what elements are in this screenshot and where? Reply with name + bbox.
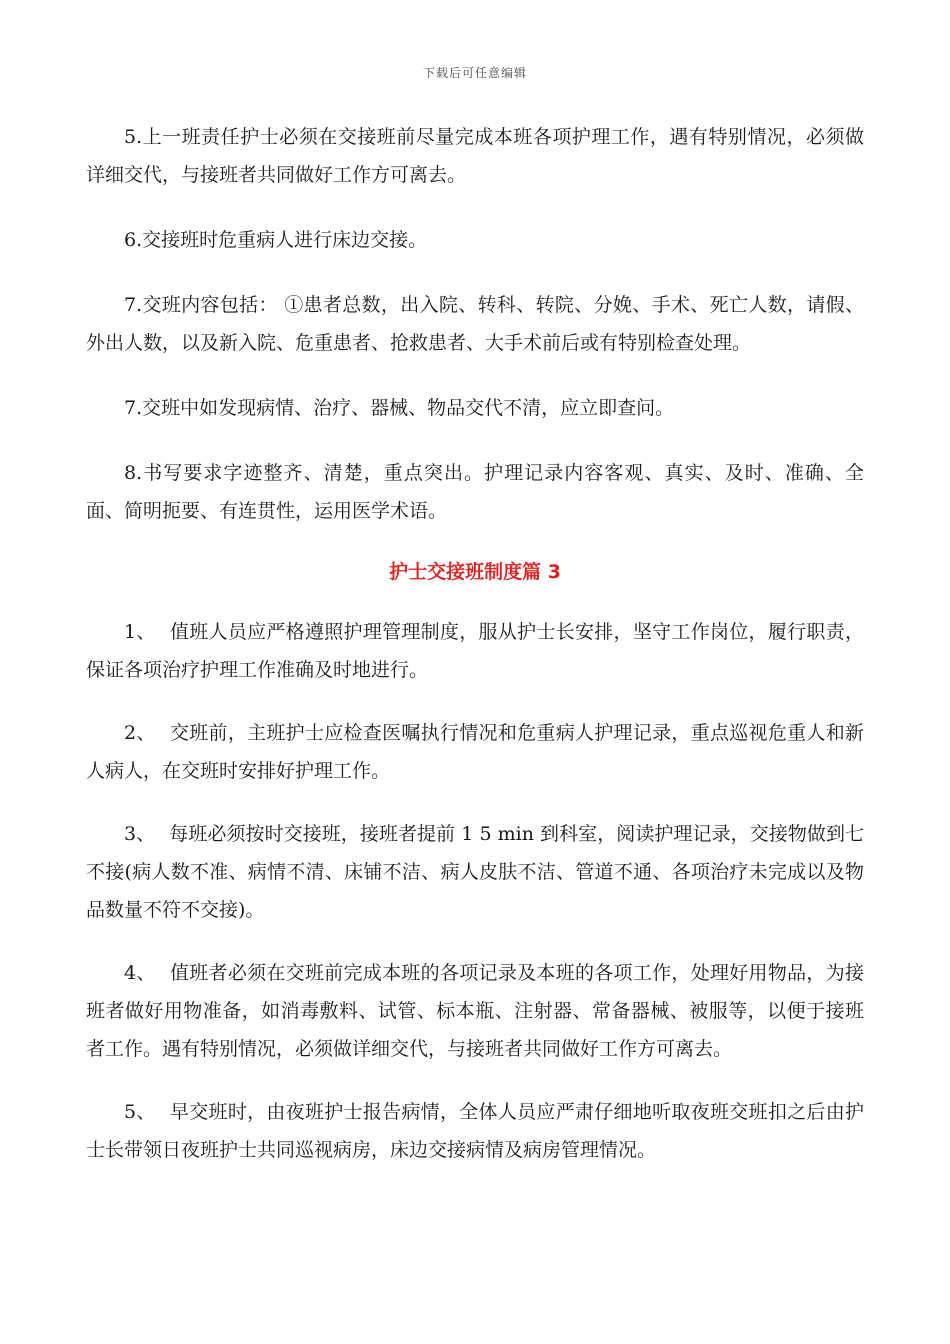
- page-header: 下载后可任意编辑: [422, 66, 527, 80]
- paragraph: [86, 221, 864, 259]
- item-text: 值班者必须在交班前完成本班的各项记录及本班的各项工作，处理好用物品，为接班者做好用物准备，如消毒敷料、试管、标本瓶、注射器、常备器械、被服等，以便于接班者工作。遇有特别情况，必须做详细交代，与接班者共同做好工作方可离去。: [86, 962, 864, 1060]
- document-body: [86, 118, 864, 1194]
- paragraph: [86, 118, 864, 194]
- list-item: [86, 613, 864, 689]
- paragraph-text: 书写要求字迹整齐、清楚，重点突出。护理记录内容客观、真实、及时、准确、全面、简明扼要、有连贯性，运用医学术语。: [86, 462, 864, 522]
- paragraph-text: 上一班责任护士必须在交接班前尽量完成本班各项护理工作，遇有特别情况，必须做详细交代，与接班者共同做好工作方可离去。: [86, 126, 864, 186]
- item-text: 早交班时，由夜班护士报告病情，全体人员应严肃仔细地听取夜班交班扣之后由护士长带领日夜班护士共同巡视病房，床边交接病情及病房管理情况。: [86, 1101, 864, 1161]
- paragraph-number: 6.: [124, 229, 143, 251]
- item-number: 1、: [124, 621, 156, 643]
- item-text: 交班前，主班护士应检查医嘱执行情况和危重病人护理记录，重点巡视危重人和新人病人，在交班时安排好护理工作。: [86, 722, 864, 782]
- paragraph-text: 交班中如发现病情、治疗、器械、物品交代不清，应立即查问。: [142, 397, 675, 419]
- item-number: 5、: [124, 1101, 156, 1123]
- paragraph-text: 交班内容包括： ①患者总数，出入院、转科、转院、分娩、手术、死亡人数，请假、外出人数，以及新入院、危重患者、抢救患者、大手术前后或有特别检查处理。: [86, 294, 864, 354]
- item-number: 2、: [124, 722, 156, 744]
- paragraph-number: 7.: [124, 397, 143, 419]
- paragraph-number: 5.: [124, 126, 143, 148]
- item-number: 3、: [124, 823, 156, 845]
- list-item: [86, 954, 864, 1068]
- section-title: 护士交接班制度篇 3: [389, 561, 561, 583]
- item-text: 每班必须按时交接班，接班者提前 1 5 min 到科室，阅读护理记录，交接物做到七不接(病人数不准、病情不清、床铺不洁、病人皮肤不洁、管道不通、各项治疗未完成以及物品数量不符不交接)。: [86, 823, 865, 921]
- paragraph: [86, 389, 864, 427]
- paragraph: [86, 454, 864, 530]
- paragraph: [86, 286, 864, 362]
- paragraph-text: 交接班时危重病人进行床边交接。: [142, 229, 428, 251]
- item-text: 值班人员应严格遵照护理管理制度，服从护士长安排，坚守工作岗位，履行职责，保证各项治疗护理工作准确及时地进行。: [86, 621, 864, 681]
- paragraph-number: 7.: [124, 294, 143, 316]
- paragraph-number: 8.: [124, 462, 143, 484]
- list-item: [86, 815, 864, 929]
- list-item: [86, 714, 864, 790]
- list-item: [86, 1093, 864, 1169]
- item-number: 4、: [124, 962, 156, 984]
